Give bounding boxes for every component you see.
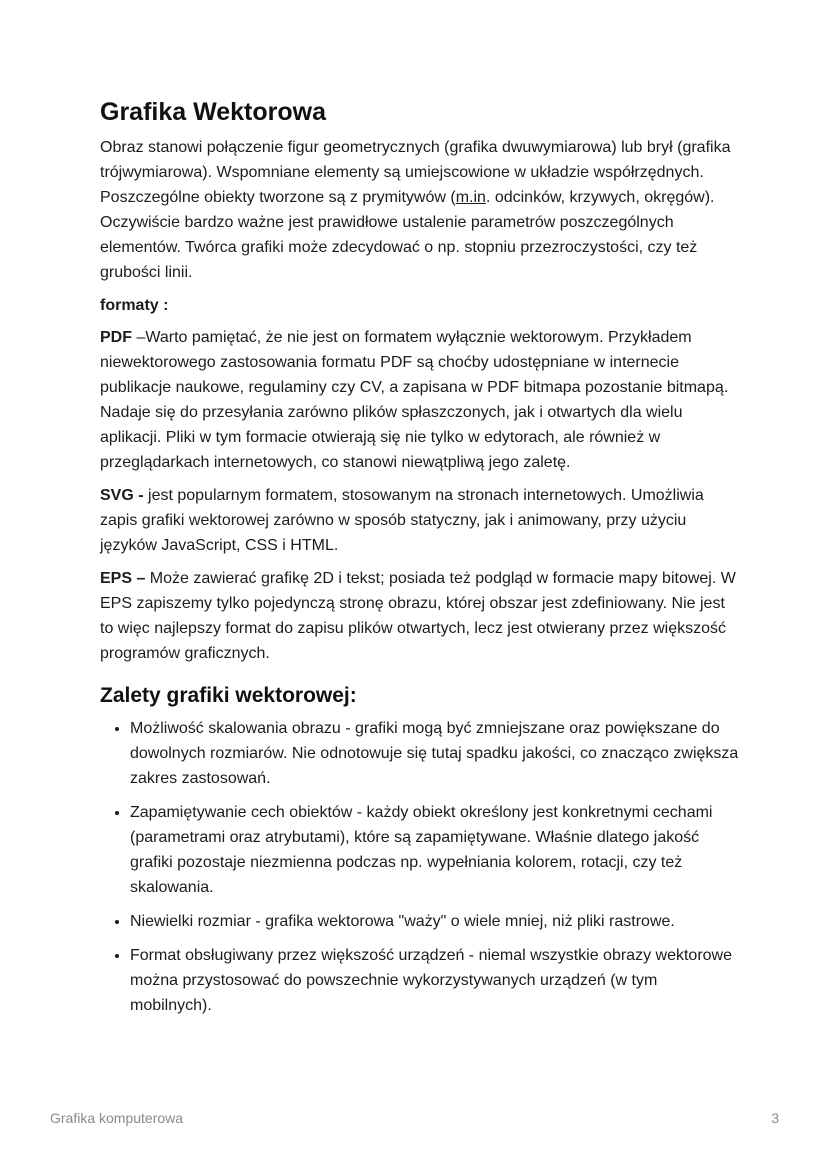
list-item: • Zapamiętywanie cech obiektów - każdy obiekt określony jest konkretnymi cechami (parametrami oraz atrybutami), które są zapamiętywane. Właśnie dlatego jakość grafiki pozostaje niezmienna podczas np. wypełniania kolorem, rotacji, czy też skalowania. bbox=[130, 800, 740, 900]
document-body bbox=[100, 98, 740, 1027]
intro-text-start: Obraz stanowi połączenie figur geometrycznych (grafika dwuwymiarowa) lub brył (grafika trójwymiarowa). Wspomniane elementy są umiejscowione w układzie współrzędnych. Poszczególne obiekty tworzone są z prymitywów ( bbox=[100, 139, 731, 206]
page-number: 3 bbox=[771, 1110, 779, 1126]
format-eps-paragraph bbox=[100, 566, 740, 666]
intro-link[interactable]: m.in bbox=[455, 189, 486, 206]
intro-paragraph bbox=[100, 135, 740, 285]
list-item: • Możliwość skalowania obrazu - grafiki mogą być zmniejszane oraz powiększane do dowolnych rozmiarów. Nie odnotowuje się tutaj spadku jakości, co znacząco zwiększa zakres zastosowań. bbox=[130, 716, 740, 791]
intro-text-end: . odcinków, krzywych, okręgów). Oczywiście bardzo ważne jest prawidłowe ustalenie parametrów poszczególnych elementów. Twórca grafiki może zdecydować o np. stopniu przezroczystości, czy też grubości linii. bbox=[100, 189, 715, 281]
list-item: • Format obsługiwany przez większość urządzeń - niemal wszystkie obrazy wektorowe można przystosować do powszechnie wykorzystywanych urządzeń (w tym mobilnych). bbox=[130, 943, 740, 1018]
formats-heading: formaty : bbox=[100, 297, 169, 314]
format-svg-text: jest popularnym formatem, stosowanym na stronach internetowych. Umożliwia zapis grafiki wektorowej zarówno w sposób statyczny, jak i animowany, przy użyciu języków JavaScript, CSS i HTML. bbox=[100, 487, 704, 554]
format-eps-text: Może zawierać grafikę 2D i tekst; posiada też podgląd w formacie mapy bitowej. W EPS zapiszemy tylko pojedynczą stronę obrazu, której obszar jest zdefiniowany. Nie jest to więc najlepszy format do zapisu plików otwartych, lecz jest otwierany przez większość programów graficznych. bbox=[100, 570, 736, 662]
format-svg-name: SVG - bbox=[100, 487, 144, 504]
format-eps-name: EPS – bbox=[100, 570, 146, 587]
advantages-list bbox=[100, 716, 740, 1018]
page-title: Grafika Wektorowa bbox=[100, 98, 327, 126]
format-pdf-text: –Warto pamiętać, że nie jest on formatem wyłącznie wektorowym. Przykładem niewektorowego zastosowania formatu PDF są choćby udostępniane w internecie publikacje naukowe, regulaminy czy CV, a zapisana w PDF bitmapa pozostanie bitmapą. Nadaje się do przesyłania zarówno plików spłaszczonych, jak i otwartych dla wielu aplikacji. Pliki w tym formacie otwierają się nie tylko w edytorach, ale również w przeglądarkach internetowych, co stanowi niewątpliwą jego zaletę. bbox=[100, 329, 729, 471]
advantages-heading: Zalety grafiki wektorowej: bbox=[100, 684, 357, 707]
format-svg-paragraph bbox=[100, 483, 740, 558]
format-pdf-name: PDF bbox=[100, 329, 132, 346]
list-item: • Niewielki rozmiar - grafika wektorowa "waży" o wiele mniej, niż pliki rastrowe. bbox=[130, 909, 740, 934]
footer-title: Grafika komputerowa bbox=[50, 1110, 184, 1126]
format-pdf-paragraph bbox=[100, 325, 740, 475]
